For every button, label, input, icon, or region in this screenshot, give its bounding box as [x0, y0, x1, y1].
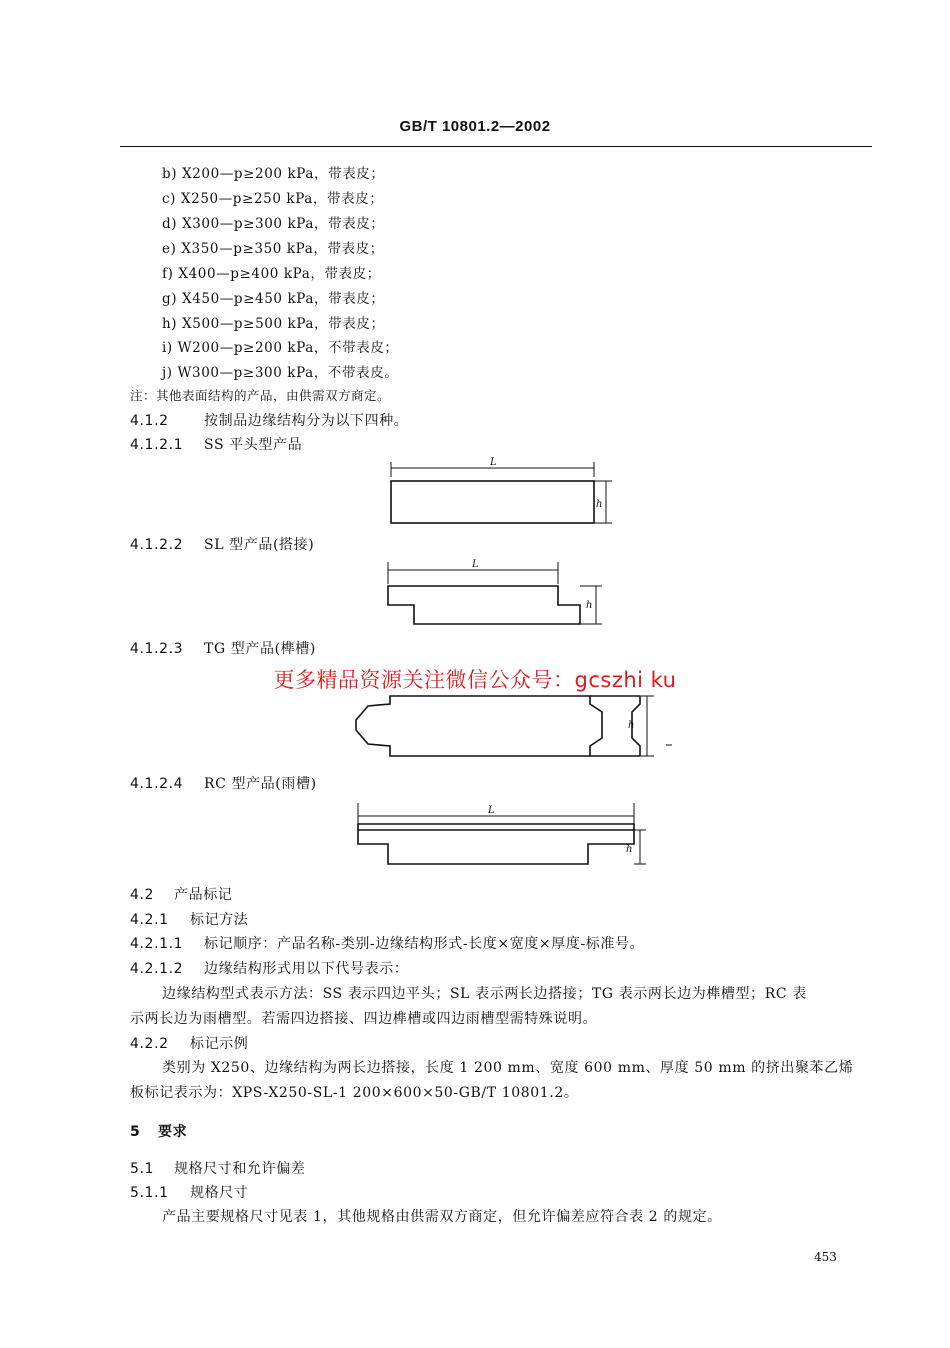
section-5-1	[130, 1158, 305, 1178]
list-item: b) X200—p≥200 kPa，带表皮；	[162, 166, 385, 182]
paragraph-line: 产品主要规格尺寸见表 1，其他规格由供需双方商定，但允许偏差应符合表 2 的规定。	[162, 1209, 722, 1225]
section-text: 标记示例	[190, 1036, 249, 1052]
height-label: h	[586, 600, 593, 611]
paragraph-line: 示两长边为雨槽型。若需四边搭接、四边榫槽或四边雨槽型需特殊说明。	[130, 1011, 598, 1027]
section-4-2-2	[130, 1033, 248, 1053]
section-4-1-2-2	[130, 534, 314, 554]
paragraph-line: 边缘结构型式表示方法：SS 表示四边平头；SL 表示两长边搭接；TG 表示两长边为榫槽型；RC 表	[162, 986, 807, 1002]
section-text: 标记方法	[190, 912, 249, 928]
section-number: 4.2.2	[130, 1036, 169, 1052]
board-outline	[358, 830, 634, 864]
note: 注：其他表面结构的产品，由供需双方商定。	[130, 388, 391, 403]
section-text: 规格尺寸	[190, 1185, 249, 1201]
section-text: SS 平头型产品	[204, 437, 303, 453]
sl-profile-diagram	[380, 558, 620, 628]
standard-header: GB/T 10801.2—2002	[399, 118, 551, 135]
section-number: 5.1.1	[130, 1185, 169, 1201]
ss-profile-diagram	[380, 455, 620, 530]
list-item: c) X250—p≥250 kPa，带表皮；	[162, 191, 384, 207]
paragraph-line: 类别为 X250、边缘结构为两长边搭接，长度 1 200 mm、宽度 600 mm、厚度 50 mm 的挤出聚苯乙烯	[162, 1060, 854, 1076]
section-text: 产品标记	[174, 887, 233, 903]
section-text: 标记顺序：产品名称-类别-边缘结构形式-长度×宽度×厚度-标准号。	[204, 936, 645, 952]
section-number: 4.2.1	[130, 912, 169, 928]
list-item: h) X500—p≥500 kPa，带表皮；	[162, 316, 385, 332]
section-text: RC 型产品(雨槽)	[204, 776, 317, 792]
section-5-1-1	[130, 1182, 248, 1202]
list-item: d) X300—p≥300 kPa，带表皮；	[162, 216, 385, 232]
height-label: h	[596, 499, 603, 510]
section-number: 5	[130, 1124, 141, 1140]
section-5	[130, 1121, 187, 1141]
section-4-1-2-3	[130, 638, 316, 658]
section-4-1-2-4	[130, 773, 317, 793]
board-outline	[388, 586, 580, 624]
watermark: 更多精品资源关注微信公众号：gcszhi ku	[273, 668, 677, 692]
section-4-2-1	[130, 909, 248, 929]
list-item: g) X450—p≥450 kPa，带表皮；	[162, 291, 385, 307]
list-item: i) W200—p≥200 kPa，不带表皮；	[162, 340, 399, 356]
rc-profile-diagram	[350, 800, 650, 870]
board-top-layer	[358, 824, 634, 830]
section-number: 4.1.2.2	[130, 537, 184, 553]
section-4-2-1-2	[130, 958, 408, 978]
section-number: 4.2.1.1	[130, 936, 184, 952]
section-number: 4.2	[130, 887, 155, 903]
paragraph-line: 板标记表示为：XPS-X250-SL-1 200×600×50-GB/T 10801.2。	[130, 1085, 579, 1101]
section-text: 规格尺寸和允许偏差	[174, 1161, 306, 1177]
section-text: SL 型产品(搭接)	[204, 537, 315, 553]
section-4-1-2	[130, 410, 408, 430]
board-outline	[391, 481, 594, 523]
section-text: 要求	[158, 1124, 188, 1140]
height-label: h	[626, 844, 633, 855]
page-number: 453	[814, 1250, 837, 1264]
list-item: f) X400—p≥400 kPa，带表皮；	[162, 266, 381, 282]
length-label: L	[472, 559, 479, 570]
section-number: 4.1.2.3	[130, 641, 184, 657]
section-number: 4.1.2.1	[130, 437, 184, 453]
section-number: 5.1	[130, 1161, 155, 1177]
length-label: L	[488, 805, 495, 816]
section-number: 4.1.2	[130, 413, 169, 429]
section-number: 4.1.2.4	[130, 776, 184, 792]
section-text: 边缘结构形式用以下代号表示：	[204, 961, 409, 977]
header-rule	[120, 146, 872, 147]
section-4-1-2-1	[130, 434, 302, 454]
height-label: h	[628, 720, 635, 731]
section-4-2-1-1	[130, 933, 644, 953]
section-number: 4.2.1.2	[130, 961, 184, 977]
section-text: TG 型产品(榫槽)	[204, 641, 316, 657]
section-text: 按制品边缘结构分为以下四种。	[204, 413, 409, 429]
length-label: L	[490, 457, 497, 468]
board-outline	[356, 696, 602, 756]
list-item: j) W300—p≥300 kPa，不带表皮。	[162, 365, 399, 381]
list-item: e) X350—p≥350 kPa，带表皮；	[162, 241, 384, 257]
section-4-2	[130, 884, 232, 904]
